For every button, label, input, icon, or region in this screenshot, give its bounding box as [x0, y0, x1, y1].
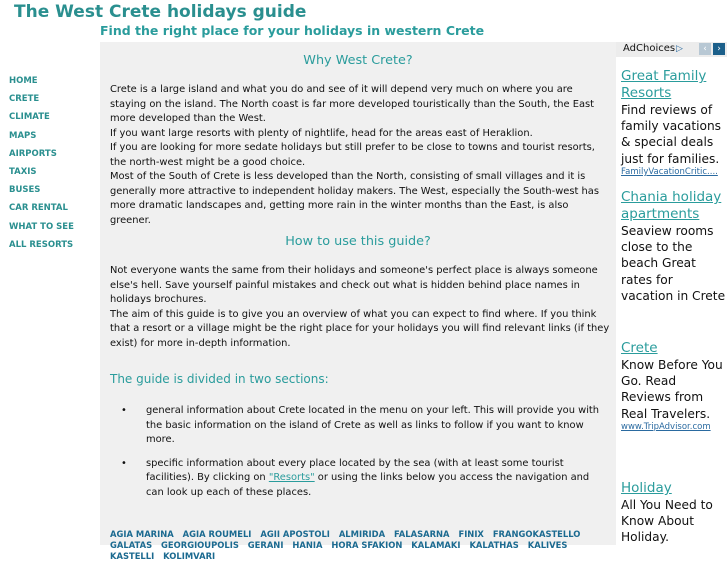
intro-paragraph: Most of the South of Crete is less developed than the North, consisting of small villages and it is generally more attractive to independent holiday makers. The West, especially the South-west has more dramatic landscapes and, getting more rain in the winter months than the East, is also greener. — [110, 171, 599, 226]
how-to-use-text — [110, 264, 610, 351]
main-content — [100, 42, 616, 561]
sidebar-item-buses[interactable]: BUSES — [9, 185, 41, 196]
ad-block — [621, 68, 727, 177]
list-item-text: general information about Crete located in the menu on your left. This will provide you with the basic information on the island of Crete as well as links to follow if you want to know more. — [146, 405, 600, 445]
intro-paragraph: If you want large resorts with plenty of nightlife, head for the areas east of Heraklion. — [110, 127, 533, 139]
place-link[interactable]: AGIA MARINA — [110, 529, 174, 539]
list-item-text: or using the links below you access the navigation and can look up each of these places. — [146, 472, 590, 498]
sidebar-nav — [0, 72, 100, 254]
site-subtitle: Find the right place for your holidays in western Crete — [100, 23, 485, 38]
place-link[interactable]: FRANGOKASTELLO — [492, 529, 581, 539]
ad-title-link[interactable]: Chania holiday apartments — [621, 189, 722, 222]
places-links — [110, 529, 610, 562]
list-item — [110, 404, 610, 448]
sections-heading: The guide is divided in two sections: — [110, 372, 329, 386]
place-link[interactable]: KALATHAS — [469, 540, 519, 550]
site-title: The West Crete holidays guide — [14, 2, 307, 22]
sidebar-item-taxis[interactable]: TAXIS — [9, 166, 37, 177]
ad-url-link[interactable]: www.TripAdvisor.com — [621, 421, 711, 432]
place-link[interactable]: KALIVES — [527, 540, 568, 550]
ad-column — [616, 42, 727, 545]
place-link[interactable]: ALMIRIDA — [338, 529, 386, 539]
ad-prev-button[interactable]: ‹ — [699, 43, 711, 55]
place-link[interactable]: GEORGIOUPOLIS — [161, 540, 239, 550]
ad-title-link[interactable]: Crete — [621, 340, 658, 356]
why-west-crete-heading: Why West Crete? — [303, 53, 413, 68]
ad-title-link[interactable]: Holiday — [621, 480, 672, 496]
sidebar-item-maps[interactable]: MAPS — [9, 130, 37, 141]
how-paragraph: The aim of this guide is to give you an overview of what you can expect to find where. If you think that a resort or a village might be the right place for your holidays you will find relevant links (if they exist) for more in-depth information. — [110, 308, 610, 349]
ad-block — [621, 189, 727, 304]
place-link[interactable]: KALAMAKI — [411, 540, 461, 550]
ad-text: All You Need to Know About Holiday. — [621, 498, 713, 545]
place-link[interactable]: GALATAS — [110, 540, 153, 550]
place-link[interactable]: AGII APOSTOLI — [260, 529, 330, 539]
ad-text: Seaview rooms close to the beach Great rates for vacation in Crete — [621, 224, 726, 303]
resorts-link[interactable]: "Resorts" — [268, 472, 315, 483]
sidebar-item-climate[interactable]: CLIMATE — [9, 112, 50, 123]
ad-next-button[interactable]: › — [713, 43, 725, 55]
bullet-icon: • — [121, 405, 127, 416]
sections-list — [110, 404, 610, 509]
place-link[interactable]: HORA SFAKION — [331, 540, 403, 550]
sidebar-item-all-resorts[interactable]: ALL RESORTS — [9, 239, 74, 250]
why-west-crete-text — [110, 83, 610, 228]
sidebar-item-airports[interactable]: AIRPORTS — [9, 148, 57, 159]
adchoices-bar — [616, 42, 727, 57]
intro-paragraph: If you are looking for more sedate holidays but still prefer to be close to towns and tourist resorts, the north-west might be a good choice. — [110, 142, 595, 168]
sidebar-item-car-rental[interactable]: CAR RENTAL — [9, 203, 68, 214]
ad-text: Find reviews of family vacations & special deals just for families. — [621, 103, 722, 166]
bullet-icon: • — [121, 457, 127, 469]
adchoices-icon[interactable]: ▷ — [676, 44, 683, 54]
ad-url-link[interactable]: FamilyVacationCritic.... — [621, 166, 718, 177]
place-link[interactable]: FINIX — [458, 529, 484, 539]
ad-block — [621, 480, 727, 546]
place-link[interactable]: HANIA — [292, 540, 323, 550]
place-link[interactable]: GERANI — [247, 540, 284, 550]
how-to-use-heading: How to use this guide? — [285, 234, 431, 249]
list-item-text: specific information about every place located by the sea (with at least some tourist facilities). By clicking on — [146, 457, 564, 483]
place-link[interactable]: AGIA ROUMELI — [182, 529, 252, 539]
ad-title-link[interactable]: Great Family Resorts — [621, 68, 707, 101]
ad-text: Know Before You Go. Read Reviews from Real Travelers. — [621, 358, 723, 421]
sidebar-item-home[interactable]: HOME — [9, 76, 38, 86]
place-link[interactable]: KOLIMVARI — [163, 551, 216, 561]
place-link[interactable]: KASTELLI — [110, 551, 155, 561]
place-link[interactable]: FALASARNA — [394, 529, 450, 539]
ad-block — [621, 340, 727, 432]
how-paragraph: Not everyone wants the same from their holidays and someone's perfect place is always someone else's hell. Save yourself painful mistakes and check out what is hidden behind place names in holidays brochures. — [110, 265, 598, 305]
sidebar-item-crete[interactable]: CRETE — [9, 94, 40, 105]
sidebar-item-what-to-see[interactable]: WHAT TO SEE — [9, 221, 74, 232]
list-item — [110, 457, 610, 501]
intro-paragraph: Crete is a large island and what you do and see of it will depend very much on where you are staying on the island. The North coast is far more developed touristically than the South, the East more developed than the West. — [110, 84, 595, 124]
adchoices-label[interactable]: AdChoices — [623, 43, 676, 54]
